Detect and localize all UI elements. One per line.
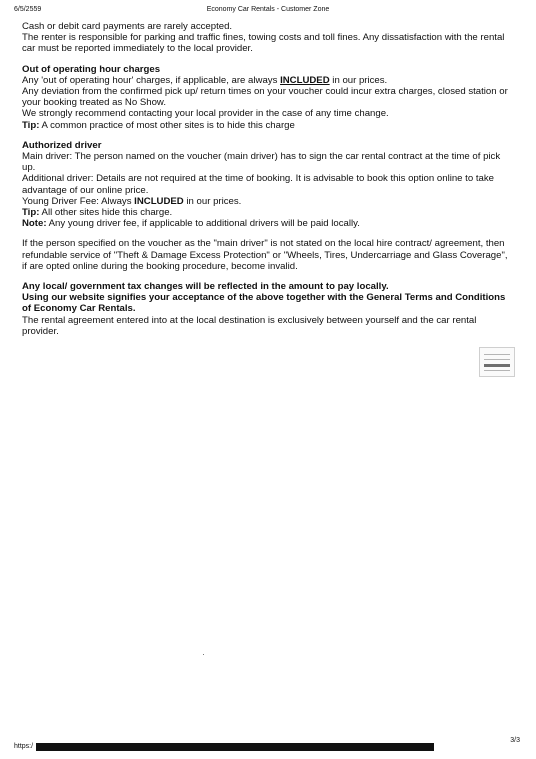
document-title: Economy Car Rentals - Customer Zone [206, 6, 330, 13]
note-text: Any young driver fee, if applicable to additional drivers will be paid locally. [46, 218, 360, 230]
young-driver-fee-suffix: in our prices. [183, 195, 242, 207]
out-of-hours-included-text: Any 'out of operating hour' charges, if applicable, are always [22, 74, 281, 86]
terms-acceptance: Using our website signifies your acceptance of the above together with the General Terms and Conditions of Economy Car Rentals. [22, 292, 506, 315]
footer-url [14, 742, 424, 752]
out-of-hours-section [22, 64, 514, 131]
url-prefix: https:/ [14, 743, 34, 750]
authorized-driver-section [22, 140, 514, 230]
rental-agreement-note: The rental agreement entered into at the local destination is exclusively between yourself and the car rental provider. [22, 314, 477, 337]
renter-responsibility: The renter is responsible for parking and traffic fines, towing costs and toll fines. Any dissatisfaction with the rental car must be reported immediately to the local provider. [22, 32, 505, 55]
young-driver-included: INCLUDED [134, 195, 184, 207]
payment-note: Cash or debit card payments are rarely accepted. [22, 21, 233, 32]
print-date: 6/5/2559 [14, 6, 42, 13]
main-driver-notice-section [22, 238, 514, 272]
tip-label: Tip: [22, 119, 40, 131]
stray-mark [203, 654, 204, 655]
stamp-line [484, 359, 510, 360]
contact-provider-note: We strongly recommend contacting your local provider in the case of any time change. [22, 108, 389, 120]
out-of-hours-tip [22, 120, 514, 131]
main-driver-text: Main driver: The person named on the voucher (main driver) has to sign the car rental contract at the time of pick up. [22, 151, 501, 174]
young-driver-fee [22, 196, 514, 207]
stamp-line [484, 370, 510, 371]
document-body [22, 21, 514, 337]
tip-label: Tip: [22, 207, 40, 219]
note-label: Note: [22, 218, 47, 230]
additional-driver-text: Additional driver: Details are not required at the time of booking. It is advisable to book this option online to take advantage of our online price. [22, 173, 494, 196]
authorized-driver-tip [22, 207, 514, 218]
stamp-line [484, 364, 510, 367]
final-terms-section [22, 281, 514, 337]
tax-changes-notice: Any local/ government tax changes will be reflected in the amount to pay locally. [22, 281, 389, 293]
tip-text: All other sites hide this charge. [39, 207, 173, 219]
authorized-driver-note [22, 218, 514, 229]
authorized-driver-heading: Authorized driver [22, 139, 102, 151]
redacted-url-bar [36, 743, 434, 751]
stamp-thumbnail [479, 347, 515, 377]
print-header [14, 6, 522, 18]
included-highlight: INCLUDED [280, 74, 330, 86]
stamp-line [484, 354, 510, 355]
out-of-hours-included [22, 75, 514, 86]
young-driver-fee-text: Young Driver Fee: Always [22, 195, 135, 207]
page-number: 3/3 [510, 737, 520, 744]
time-deviation-note: Any deviation from the confirmed pick up/ return times on your voucher could incur extra charges, closed station or your booking treated as No Show. [22, 86, 508, 109]
out-of-hours-included-suffix: in our prices. [329, 74, 388, 86]
tip-text: A common practice of most other sites is to hide this charge [39, 119, 295, 131]
out-of-hours-heading: Out of operating hour charges [22, 63, 161, 75]
main-driver-notice: If the person specified on the voucher as the "main driver" is not stated on the local hire contract/ agreement, then refundable service of "Theft & Damage Excess Protection" or "Wheels, Tires, Undercarriage and Glass Coverage", if are opted online during the booking procedure, become invalid. [22, 238, 508, 272]
